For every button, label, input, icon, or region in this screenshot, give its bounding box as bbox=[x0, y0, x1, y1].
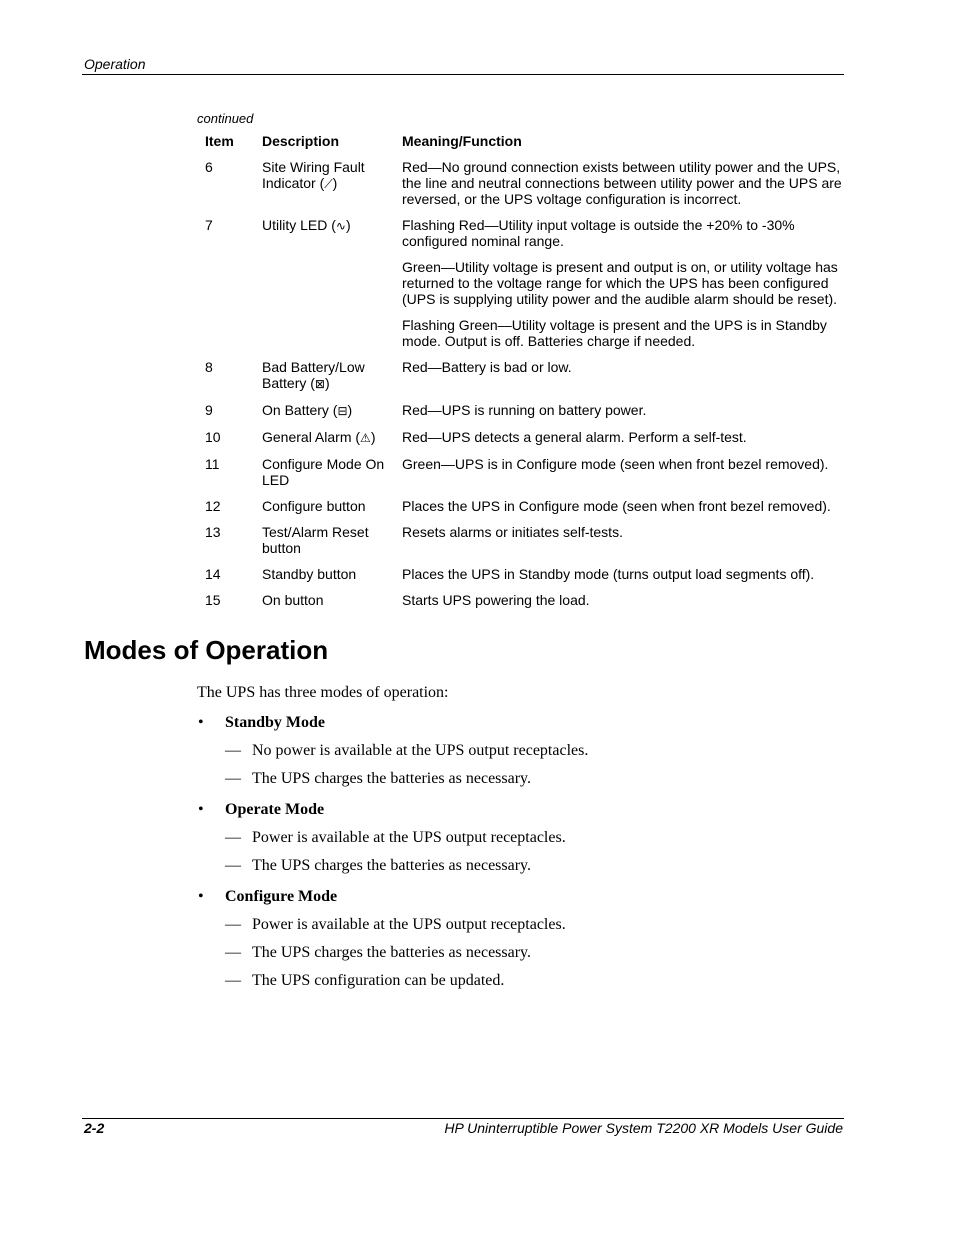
description-suffix: ) bbox=[370, 429, 376, 445]
table-row bbox=[197, 518, 843, 560]
item-description bbox=[254, 396, 394, 423]
meaning-paragraph: Flashing Red—Utility input voltage is outside the +20% to -30% configured nominal range. bbox=[402, 217, 795, 249]
meaning-paragraph: Red—No ground connection exists between utility power and the UPS, the line and neutral connections between utility power and the UPS are reversed, or the UPS voltage configuration is incorrect. bbox=[402, 159, 842, 207]
table-row bbox=[197, 211, 843, 353]
meaning-paragraph: Red—Battery is bad or low. bbox=[402, 359, 572, 375]
indicator-table bbox=[197, 129, 843, 612]
item-number: 10 bbox=[205, 429, 221, 445]
description-text: On Battery ( bbox=[262, 402, 338, 418]
description-text: Site Wiring Fault Indicator ( bbox=[262, 159, 365, 191]
header-rule bbox=[82, 74, 844, 75]
meaning-paragraph: Green—Utility voltage is present and output is on, or utility voltage has returned to the voltage range for which the UPS has been configured (UPS is supplying utility power and the audible alarm should be reset). bbox=[402, 259, 838, 307]
item-meaning bbox=[394, 560, 843, 586]
table-row bbox=[197, 586, 843, 612]
item-description bbox=[254, 518, 394, 560]
description-suffix: ) bbox=[345, 217, 351, 233]
footer-rule bbox=[82, 1118, 844, 1119]
bullet-icon: • bbox=[198, 888, 204, 905]
item-description bbox=[254, 211, 394, 353]
mode-name: Operate Mode bbox=[225, 801, 325, 818]
item-meaning bbox=[394, 586, 843, 612]
item-description bbox=[254, 353, 394, 396]
dash-icon: — bbox=[225, 742, 241, 759]
mode-block bbox=[197, 887, 837, 991]
item-description bbox=[254, 586, 394, 612]
item-meaning bbox=[394, 492, 843, 518]
column-header-description: Description bbox=[262, 133, 340, 149]
item-meaning bbox=[394, 211, 843, 353]
mode-name: Configure Mode bbox=[225, 888, 338, 905]
item-meaning bbox=[394, 153, 843, 211]
mode-point bbox=[225, 971, 837, 991]
mode-point bbox=[225, 915, 837, 935]
table-row bbox=[197, 396, 843, 423]
table-row bbox=[197, 423, 843, 450]
description-text: Configure Mode On LED bbox=[262, 456, 385, 488]
item-meaning bbox=[394, 450, 843, 492]
table-header-row bbox=[197, 129, 843, 153]
meaning-paragraph: Places the UPS in Standby mode (turns output load segments off). bbox=[402, 566, 815, 582]
dash-icon: — bbox=[225, 944, 241, 961]
section-title: Modes of Operation bbox=[84, 635, 329, 665]
table-continued-label: continued bbox=[197, 111, 254, 126]
mode-point-text: Power is available at the UPS output receptacles. bbox=[252, 916, 566, 933]
table-row bbox=[197, 450, 843, 492]
item-meaning bbox=[394, 518, 843, 560]
item-description bbox=[254, 450, 394, 492]
mode-heading bbox=[197, 713, 837, 733]
meaning-paragraph: Red—UPS detects a general alarm. Perform a self-test. bbox=[402, 429, 747, 445]
description-text: General Alarm ( bbox=[262, 429, 361, 445]
item-number: 11 bbox=[205, 456, 220, 472]
description-text: Utility LED ( bbox=[262, 217, 336, 233]
table-row bbox=[197, 560, 843, 586]
bullet-icon: • bbox=[198, 801, 204, 818]
column-header-meaning: Meaning/Function bbox=[402, 133, 522, 149]
mode-block bbox=[197, 713, 837, 789]
table-row bbox=[197, 353, 843, 396]
mode-point-text: The UPS configuration can be updated. bbox=[252, 972, 505, 989]
item-number: 9 bbox=[205, 402, 213, 418]
mode-point-text: The UPS charges the batteries as necessary. bbox=[252, 770, 532, 787]
indicator-symbol-icon: ⟋ bbox=[324, 177, 333, 191]
item-description bbox=[254, 492, 394, 518]
mode-point-text: The UPS charges the batteries as necessary. bbox=[252, 944, 532, 961]
dash-icon: — bbox=[225, 857, 241, 874]
dash-icon: — bbox=[225, 770, 241, 787]
table-body bbox=[197, 153, 843, 612]
bullet-icon: • bbox=[198, 714, 204, 731]
mode-block bbox=[197, 800, 837, 876]
item-number: 7 bbox=[205, 217, 213, 233]
item-number: 13 bbox=[205, 524, 221, 540]
item-number: 8 bbox=[205, 359, 213, 375]
indicator-symbol-icon: ∿ bbox=[335, 219, 346, 233]
indicator-symbol-icon: ⚠ bbox=[360, 431, 371, 445]
description-text: Configure button bbox=[262, 498, 366, 514]
mode-point bbox=[225, 741, 837, 761]
meaning-paragraph: Red—UPS is running on battery power. bbox=[402, 402, 647, 418]
dash-icon: — bbox=[225, 972, 241, 989]
item-description bbox=[254, 423, 394, 450]
dash-icon: — bbox=[225, 916, 241, 933]
item-meaning bbox=[394, 423, 843, 450]
dash-icon: — bbox=[225, 829, 241, 846]
table-row bbox=[197, 492, 843, 518]
mode-point-text: No power is available at the UPS output receptacles. bbox=[252, 742, 589, 759]
item-number: 6 bbox=[205, 159, 213, 175]
item-number: 15 bbox=[205, 592, 221, 608]
meaning-paragraph: Green—UPS is in Configure mode (seen when front bezel removed). bbox=[402, 456, 829, 472]
mode-point-text: The UPS charges the batteries as necessary. bbox=[252, 857, 532, 874]
mode-heading bbox=[197, 800, 837, 820]
table-row bbox=[197, 153, 843, 211]
description-text: Test/Alarm Reset button bbox=[262, 524, 369, 556]
mode-point bbox=[225, 769, 837, 789]
footer-doc-title: HP Uninterruptible Power System T2200 XR Models User Guide bbox=[444, 1120, 843, 1136]
description-suffix: ) bbox=[332, 175, 338, 191]
indicator-symbol-icon: ⊠ bbox=[314, 377, 325, 391]
modes-list bbox=[197, 713, 837, 991]
column-header-item: Item bbox=[205, 133, 234, 149]
item-meaning bbox=[394, 353, 843, 396]
page-number: 2-2 bbox=[84, 1120, 105, 1136]
item-number: 12 bbox=[205, 498, 221, 514]
description-suffix: ) bbox=[324, 375, 330, 391]
item-meaning bbox=[394, 396, 843, 423]
description-suffix: ) bbox=[347, 402, 353, 418]
indicator-symbol-icon: ⊟ bbox=[337, 404, 348, 418]
intro-paragraph: The UPS has three modes of operation: bbox=[197, 684, 449, 701]
running-header: Operation bbox=[84, 56, 146, 72]
mode-point bbox=[225, 828, 837, 848]
modes-body bbox=[197, 683, 837, 999]
meaning-paragraph: Resets alarms or initiates self-tests. bbox=[402, 524, 623, 540]
item-description bbox=[254, 560, 394, 586]
meaning-paragraph: Places the UPS in Configure mode (seen when front bezel removed). bbox=[402, 498, 831, 514]
description-text: Standby button bbox=[262, 566, 357, 582]
meaning-paragraph: Flashing Green—Utility voltage is present and the UPS is in Standby mode. Output is off. Batteries charge if needed. bbox=[402, 317, 827, 349]
mode-name: Standby Mode bbox=[225, 714, 326, 731]
item-number: 14 bbox=[205, 566, 221, 582]
mode-point-text: Power is available at the UPS output receptacles. bbox=[252, 829, 566, 846]
mode-heading bbox=[197, 887, 837, 907]
description-text: On button bbox=[262, 592, 324, 608]
item-description bbox=[254, 153, 394, 211]
mode-point bbox=[225, 943, 837, 963]
description-text: Bad Battery/Low Battery ( bbox=[262, 359, 365, 391]
meaning-paragraph: Starts UPS powering the load. bbox=[402, 592, 590, 608]
mode-point bbox=[225, 856, 837, 876]
